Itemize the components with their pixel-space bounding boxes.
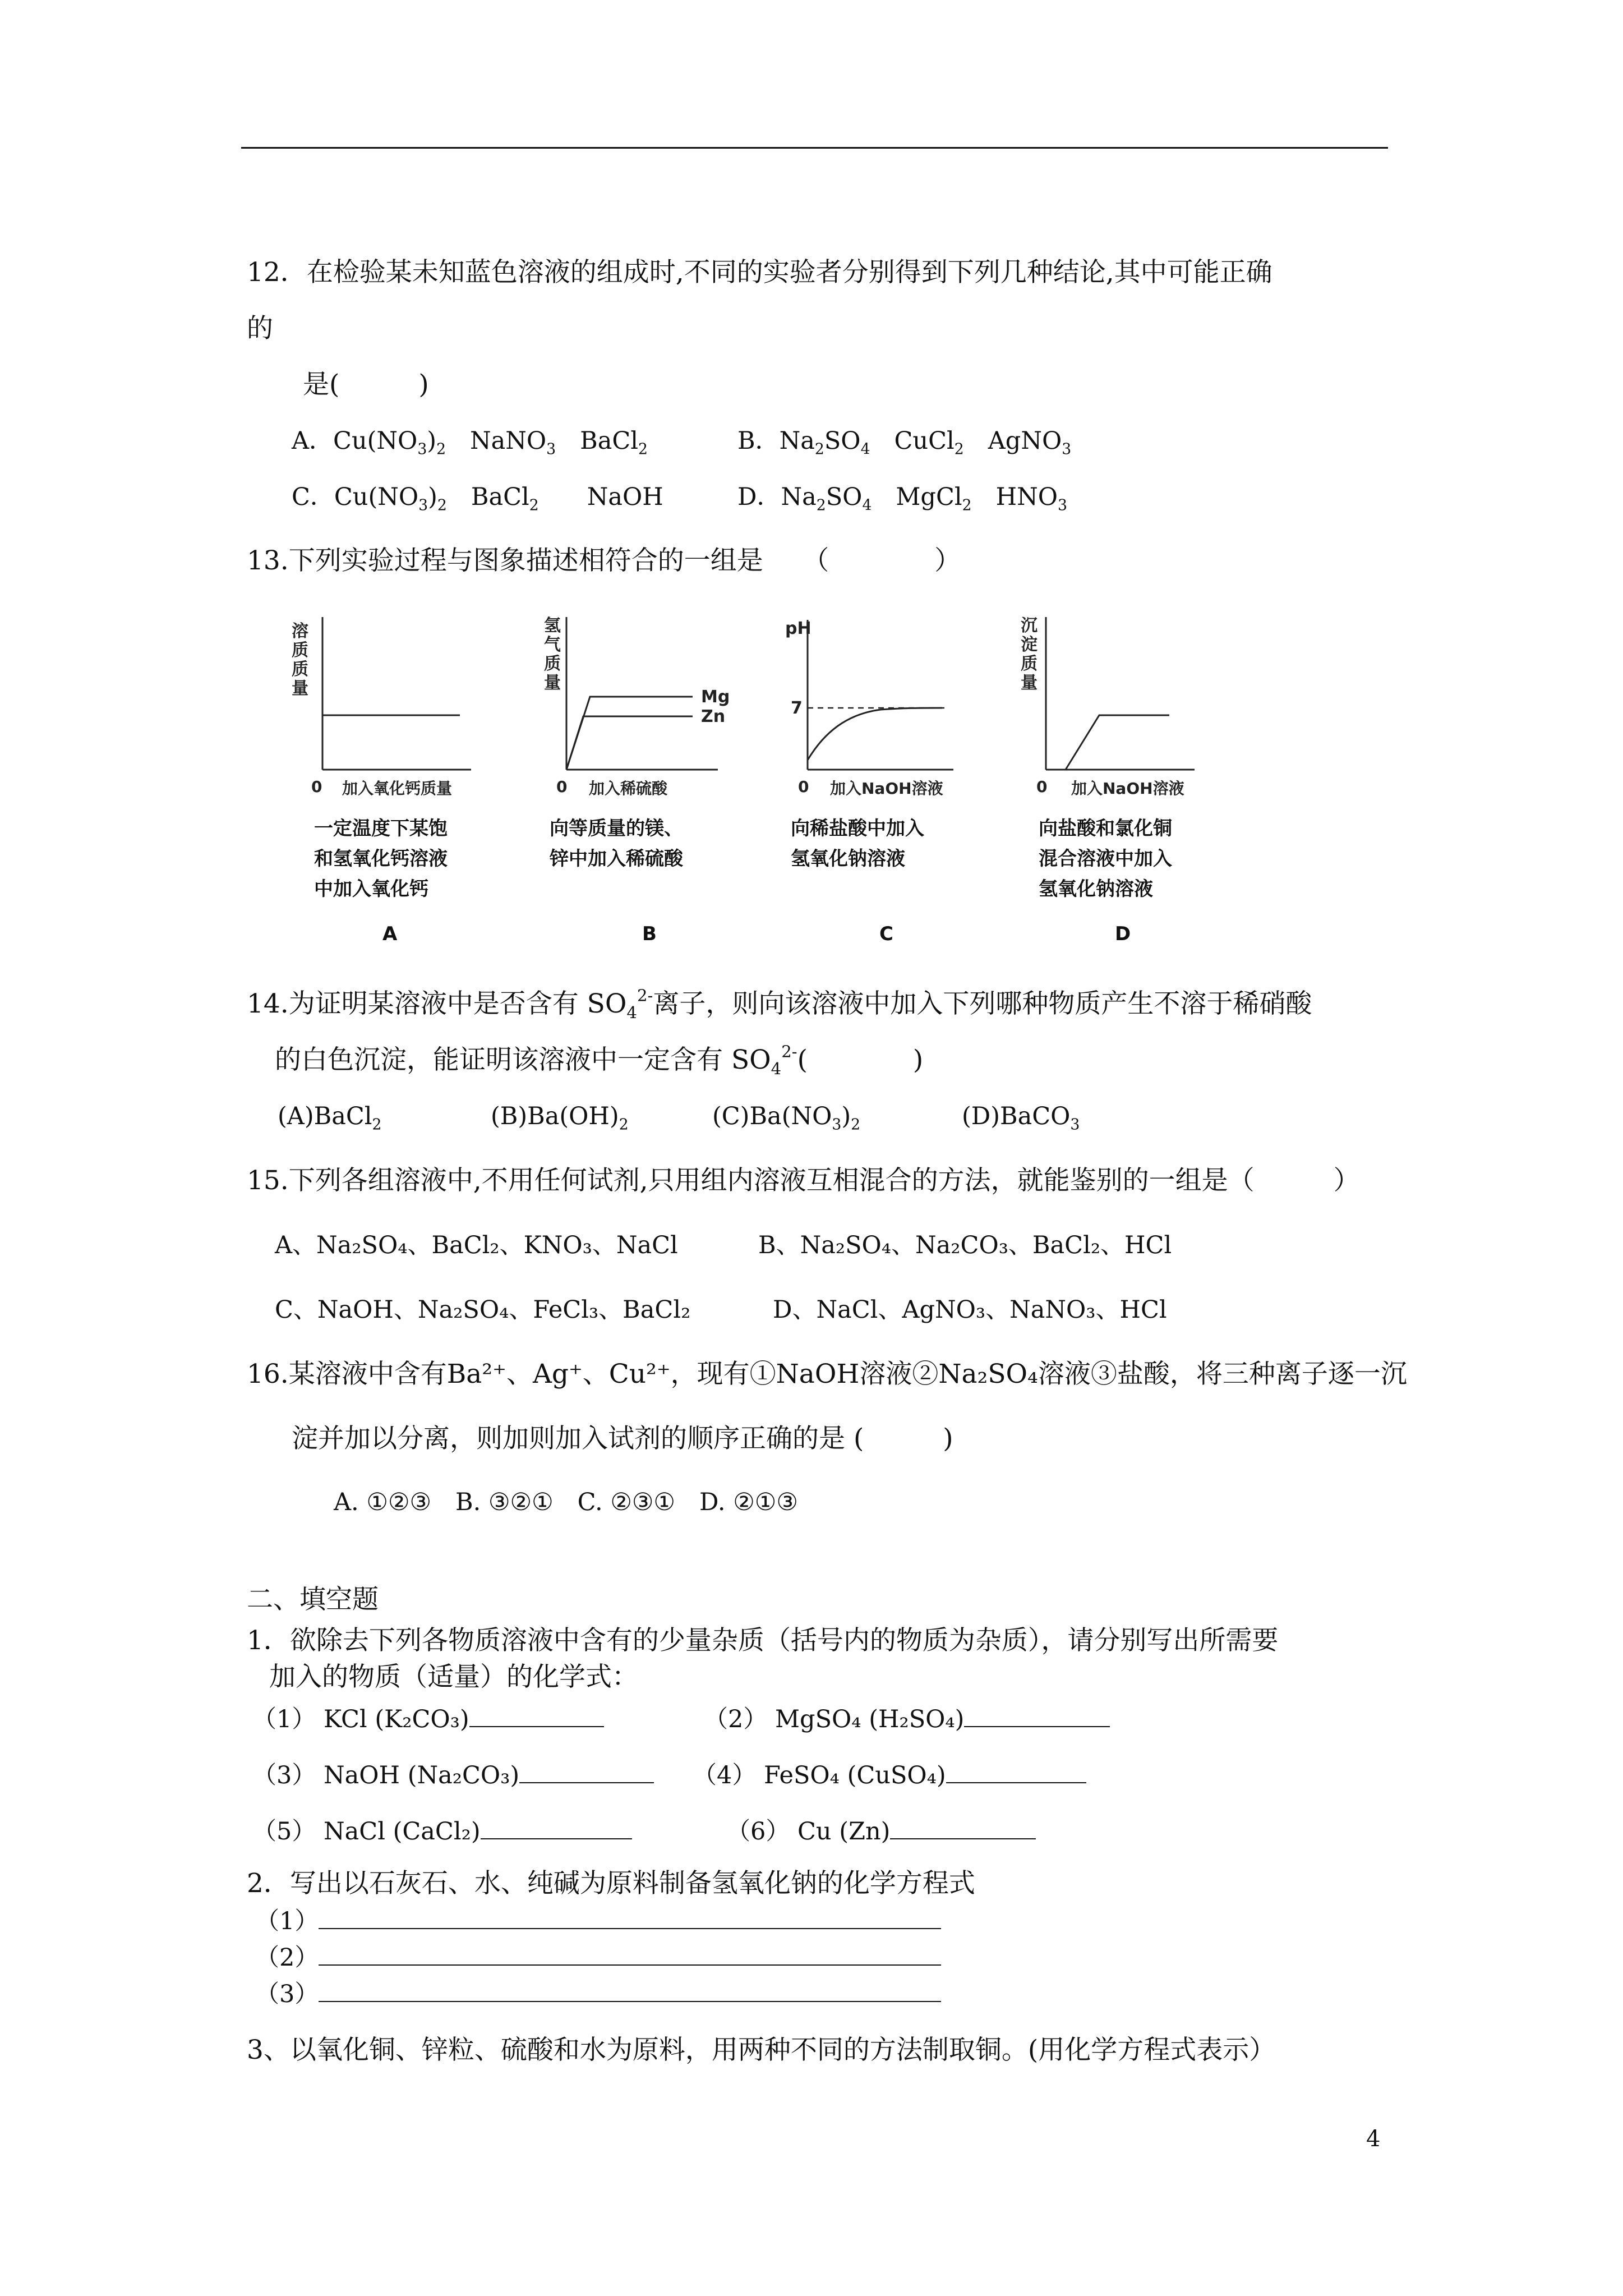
q16-options: A. ①②③ B. ③②① C. ②③① D. ②①③ [334, 1488, 798, 1516]
graph-c-xlabel: 加入NaOH溶液 [830, 779, 943, 798]
q12-stem-line2: 的 [247, 313, 273, 344]
q12-option-b: B．$Na_2SO_4$ CuCl$_2$ AgNO$_3$ [737, 427, 1072, 458]
fill-q1-item6: （6） Cu (Zn) [726, 1815, 1036, 1848]
graph-b-zero: 0 [556, 777, 568, 796]
header-rule [241, 147, 1388, 149]
graph-a-ylabel-1: 溶 [292, 622, 308, 641]
graph-c-caption: 向稀盐酸中加入 氢氧化钠溶液 [791, 817, 924, 870]
answer-blank[interactable] [469, 1704, 604, 1727]
graph-a-ylabel-4: 量 [292, 679, 308, 698]
fill-q2-stem: 2．写出以石灰石、水、纯碱为原料制备氢氧化钠的化学方程式 [247, 1868, 975, 1899]
answer-blank[interactable] [964, 1704, 1110, 1727]
q14-stem-line2: 的白色沉淀，能证明该溶液中一定含有 $SO_4^{2-}$( ) [275, 1042, 924, 1079]
q15-stem: 15.下列各组溶液中,不用任何试剂,只用组内溶液互相混合的方法，就能鉴别的一组是（ ） [247, 1165, 1360, 1196]
fill-q1-item1: （1） KCl (K₂CO₃) [252, 1703, 604, 1736]
q12-stem-line3: 是( ) [303, 369, 429, 400]
q13-graph-figure [269, 609, 1256, 968]
graph-c-tick-7: 7 [791, 698, 803, 718]
graph-c [785, 619, 953, 798]
answer-line[interactable] [319, 1906, 941, 1929]
graph-b-caption: 向等质量的镁、 锌中加入稀硫酸 [550, 817, 683, 870]
answer-blank[interactable] [519, 1760, 654, 1783]
graph-b [544, 616, 730, 798]
fill-q1-line1: 1．欲除去下列各物质溶液中含有的少量杂质（括号内的物质为杂质），请分别写出所需要 [247, 1625, 1279, 1656]
q12-option-a: A．$Cu(NO_3)_2$ NaNO$_3$ BaCl$_2$ [292, 427, 648, 458]
q15-option-b: B、Na₂SO₄、Na₂CO₃、BaCl₂、HCl [758, 1231, 1172, 1259]
graph-a-xlabel: 加入氧化钙质量 [342, 779, 453, 798]
q14-option-a: (A)BaCl$_2$ [278, 1102, 382, 1134]
graph-d-ylabel-2: 淀 [1021, 635, 1038, 655]
q15-option-d: D、NaCl、AgNO₃、NaNO₃、HCl [773, 1296, 1167, 1324]
graph-a-ylabel-2: 质 [292, 641, 308, 660]
answer-line[interactable] [319, 1942, 941, 1966]
fill-q1-line2: 加入的物质（适量）的化学式： [269, 1662, 638, 1692]
graph-b-letter: B [642, 923, 657, 945]
fill-q1-item4: （4） FeSO₄ (CuSO₄) [693, 1759, 1086, 1792]
q13-stem: 13.下列实验过程与图象描述相符合的一组是 （ ） [247, 545, 961, 576]
graph-d-zero: 0 [1036, 777, 1048, 796]
fill-q2-item3: （3） [255, 1977, 941, 2011]
graph-b-ylabel-4: 量 [544, 673, 561, 693]
q14-option-b: $(B)Ba(OH)_2$ [491, 1102, 629, 1134]
q12-option-c: C．$Cu(NO_3)_2$ BaCl$_2$ NaOH [292, 483, 663, 514]
fill-q1-item3: （3） NaOH (Na₂CO₃) [252, 1759, 654, 1792]
graph-a-caption: 一定温度下某饱 和氢氧化钙溶液 中加入氧化钙 [314, 817, 448, 900]
answer-blank[interactable] [890, 1816, 1036, 1839]
q12-stem-line1: 12．在检验某未知蓝色溶液的组成时,不同的实验者分别得到下列几种结论,其中可能正确 [247, 257, 1272, 288]
graph-a [292, 617, 471, 798]
graph-d-caption: 向盐酸和氯化铜 混合溶液中加入 氢氧化钠溶液 [1039, 817, 1172, 900]
q14-option-d: (D)BaCO$_3$ [962, 1102, 1080, 1134]
q16-stem-line2: 淀并加以分离，则加则加入试剂的顺序正确的是 ( ) [292, 1423, 953, 1454]
fill-q2-item2: （2） [255, 1941, 941, 1975]
graph-b-ylabel-2: 气 [544, 635, 561, 655]
graph-d-xlabel: 加入NaOH溶液 [1071, 779, 1184, 798]
answer-blank[interactable] [946, 1760, 1086, 1783]
q14-option-c: $(C)Ba(NO_3)_2$ [712, 1102, 861, 1134]
page-number: 4 [1366, 2126, 1381, 2152]
graph-a-zero: 0 [311, 777, 322, 796]
section2-title: 二、填空题 [247, 1584, 379, 1615]
graph-b-ylabel-3: 质 [544, 654, 561, 674]
q16-stem-line1: 16.某溶液中含有Ba²⁺、Ag⁺、Cu²⁺，现有①NaOH溶液②Na₂SO₄溶液③盐酸，将三种离子逐一沉 [247, 1359, 1407, 1389]
graph-c-ylabel: pH [785, 619, 811, 638]
graph-d-letter: D [1115, 923, 1131, 945]
fill-q2-item1: （1） [255, 1904, 941, 1938]
graph-b-series-zn: Zn [701, 707, 726, 726]
graph-a-letter: A [382, 923, 398, 945]
graph-d-ylabel-1: 沉 [1021, 616, 1038, 636]
fill-q1-item2: （2） MgSO₄ (H₂SO₄) [704, 1703, 1110, 1736]
graph-c-letter: C [879, 923, 893, 945]
q12-option-d: D．$Na_2SO_4$ MgCl$_2$ $HNO_3$ [737, 483, 1067, 514]
graph-c-zero: 0 [798, 777, 809, 796]
q15-option-a: A、Na₂SO₄、BaCl₂、KNO₃、NaCl [275, 1231, 678, 1259]
graph-a-ylabel-3: 质 [292, 660, 308, 679]
graph-b-xlabel: 加入稀硫酸 [589, 779, 668, 798]
graph-d-ylabel-3: 质 [1021, 654, 1038, 674]
graph-d [1021, 616, 1195, 798]
graph-b-series-mg: Mg [701, 687, 730, 707]
q15-option-c: C、NaOH、Na₂SO₄、FeCl₃、BaCl₂ [275, 1296, 691, 1324]
q14-stem-line1: 14.为证明某溶液中是否含有 $SO_4^{2-}$离子，则向该溶液中加入下列哪种物质产生不溶于稀硝酸 [247, 986, 1312, 1023]
answer-line[interactable] [319, 1978, 941, 2002]
graph-b-ylabel-1: 氢 [544, 616, 561, 636]
answer-blank[interactable] [481, 1816, 632, 1839]
graph-d-ylabel-4: 量 [1021, 673, 1038, 693]
fill-q3-stem: 3、以氧化铜、锌粒、硫酸和水为原料，用两种不同的方法制取铜。(用化学方程式表示） [247, 2035, 1276, 2065]
fill-q1-item5: （5） NaCl (CaCl₂) [252, 1815, 632, 1848]
